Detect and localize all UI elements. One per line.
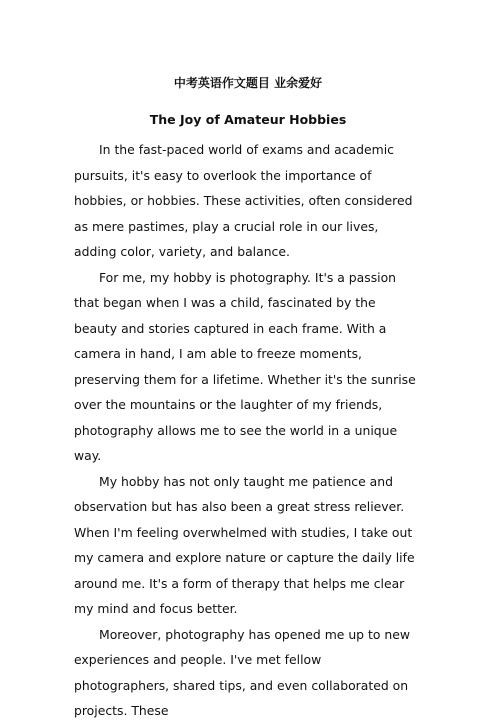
paragraph-1: In the fast-paced world of exams and academic pursuits, it's easy to overlook the importance of hobbies, or hobbies. These activities, often considered as mere pastimes, play a crucial role in our lives, adding color, variety, and balance. [74,142,413,259]
paragraph-4: Moreover, photography has opened me up to new experiences and people. I've met fellow photographers, shared tips, and even collaborated on projects. These [74,626,410,718]
essay-body [74,137,420,724]
paragraph-3: My hobby has not only taught me patience and observation but has also been a great stress reliever. When I'm feeling overwhelmed with studies, I take out my camera and explore nature or capture the daily life around me. It's a form of therapy that helps me clear my mind and focus better. [74,473,415,616]
document-heading: 中考英语作文题目 业余爱好 [173,76,323,90]
essay-title: The Joy of Amateur Hobbies [149,112,347,127]
paragraph-2: For me, my hobby is photography. It's a passion that began when I was a child, fascinated by the beauty and stories captured in each frame. With a camera in hand, I am able to freeze moments, preserving them for a lifetime. Whether it's the sunrise over the mountains or the laughter of my friends, photography allows me to see the world in a unique way. [74,269,416,463]
